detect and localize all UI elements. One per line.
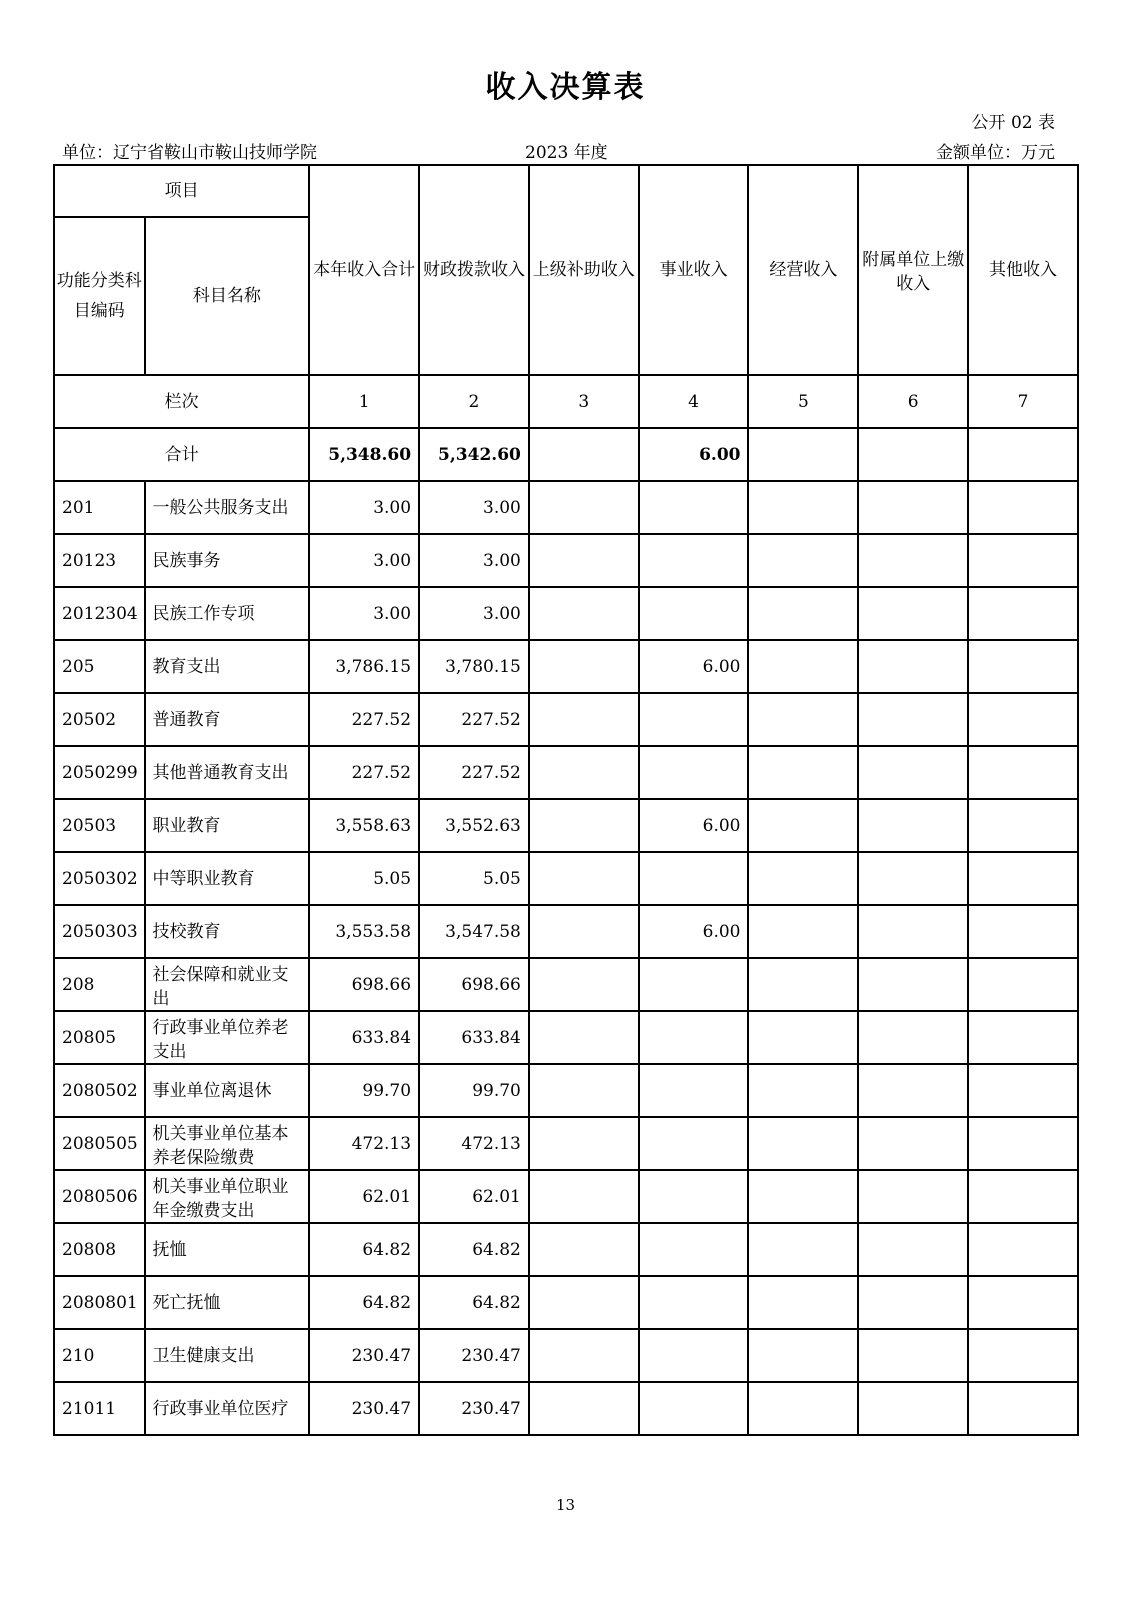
row-value [639, 1223, 749, 1276]
row-value [858, 693, 968, 746]
fiscal-year: 2023 年度 [525, 143, 608, 163]
row-code: 2050302 [54, 852, 145, 905]
row-value [639, 1329, 749, 1382]
header-col-3: 上级补助收入 [529, 165, 639, 375]
row-value: 3.00 [419, 534, 529, 587]
row-code: 2080506 [54, 1170, 145, 1223]
row-name: 教育支出 [145, 640, 310, 693]
row-value [858, 905, 968, 958]
row-name: 职业教育 [145, 799, 310, 852]
row-value [639, 481, 749, 534]
row-value [968, 1170, 1078, 1223]
row-value [748, 534, 858, 587]
row-value [639, 1170, 749, 1223]
row-value [968, 1064, 1078, 1117]
table-row [54, 905, 1078, 958]
row-value [858, 1117, 968, 1170]
row-value: 99.70 [419, 1064, 529, 1117]
row-value [639, 1011, 749, 1064]
row-name: 普通教育 [145, 693, 310, 746]
row-value [748, 1117, 858, 1170]
total-value [968, 428, 1078, 481]
row-value [968, 534, 1078, 587]
row-value: 633.84 [309, 1011, 419, 1064]
row-value [529, 1382, 639, 1435]
row-value [639, 534, 749, 587]
row-value [639, 693, 749, 746]
row-value: 3,552.63 [419, 799, 529, 852]
row-value [858, 1276, 968, 1329]
row-value [748, 1223, 858, 1276]
row-value: 3,786.15 [309, 640, 419, 693]
row-value [968, 905, 1078, 958]
column-index-label: 栏次 [54, 375, 309, 428]
total-value: 5,348.60 [309, 428, 419, 481]
row-value: 64.82 [419, 1223, 529, 1276]
table-row [54, 587, 1078, 640]
row-value [748, 852, 858, 905]
row-name: 死亡抚恤 [145, 1276, 310, 1329]
row-value [748, 640, 858, 693]
row-value [748, 746, 858, 799]
row-value: 3,780.15 [419, 640, 529, 693]
row-code: 20808 [54, 1223, 145, 1276]
table-row [54, 640, 1078, 693]
row-value [639, 958, 749, 1011]
table-row [54, 1170, 1078, 1223]
row-value [529, 481, 639, 534]
row-value [529, 958, 639, 1011]
column-index: 1 [309, 375, 419, 428]
table-row [54, 1117, 1078, 1170]
table-row [54, 1276, 1078, 1329]
row-value [968, 587, 1078, 640]
row-value [529, 693, 639, 746]
money-unit: 金额单位：万元 [936, 143, 1055, 163]
row-value: 633.84 [419, 1011, 529, 1064]
row-value: 698.66 [309, 958, 419, 1011]
row-name: 行政事业单位医疗 [145, 1382, 310, 1435]
row-value [968, 958, 1078, 1011]
row-value [748, 799, 858, 852]
row-value [529, 905, 639, 958]
table-row [54, 1011, 1078, 1064]
table-row [54, 1223, 1078, 1276]
total-row [54, 428, 1078, 481]
row-value: 472.13 [419, 1117, 529, 1170]
total-value: 6.00 [639, 428, 749, 481]
total-value [858, 428, 968, 481]
row-value [858, 1329, 968, 1382]
row-value [968, 1382, 1078, 1435]
table-row [54, 1329, 1078, 1382]
column-index: 5 [748, 375, 858, 428]
row-value [858, 1064, 968, 1117]
row-name: 一般公共服务支出 [145, 481, 310, 534]
row-value: 3.00 [419, 481, 529, 534]
row-value: 230.47 [309, 1329, 419, 1382]
table-row [54, 958, 1078, 1011]
row-code: 2050303 [54, 905, 145, 958]
row-value [748, 1011, 858, 1064]
row-name: 抚恤 [145, 1223, 310, 1276]
column-index: 4 [639, 375, 749, 428]
row-value [968, 1117, 1078, 1170]
row-value: 3.00 [419, 587, 529, 640]
header-col-4: 事业收入 [639, 165, 749, 375]
table-row [54, 1382, 1078, 1435]
column-index: 2 [419, 375, 529, 428]
row-value [968, 1329, 1078, 1382]
column-index: 3 [529, 375, 639, 428]
row-value [748, 958, 858, 1011]
row-code: 2080801 [54, 1276, 145, 1329]
row-value: 3,547.58 [419, 905, 529, 958]
row-value [529, 534, 639, 587]
header-code: 功能分类科目编码 [54, 217, 145, 375]
header-col-1: 本年收入合计 [309, 165, 419, 375]
row-code: 20805 [54, 1011, 145, 1064]
header-col-7: 其他收入 [968, 165, 1078, 375]
row-value: 3.00 [309, 481, 419, 534]
row-value [858, 1170, 968, 1223]
row-name: 民族工作专项 [145, 587, 310, 640]
row-value [748, 693, 858, 746]
row-value: 227.52 [419, 693, 529, 746]
row-value [858, 746, 968, 799]
header-col-5: 经营收入 [748, 165, 858, 375]
row-value [748, 905, 858, 958]
table-row [54, 746, 1078, 799]
row-value: 227.52 [309, 746, 419, 799]
row-value: 230.47 [419, 1329, 529, 1382]
row-code: 208 [54, 958, 145, 1011]
row-code: 20502 [54, 693, 145, 746]
row-value: 62.01 [419, 1170, 529, 1223]
row-value [968, 1011, 1078, 1064]
row-code: 2012304 [54, 587, 145, 640]
row-value [529, 587, 639, 640]
row-value [858, 640, 968, 693]
row-value: 6.00 [639, 640, 749, 693]
row-value: 3,553.58 [309, 905, 419, 958]
row-value [529, 1329, 639, 1382]
row-value [858, 799, 968, 852]
row-value [529, 746, 639, 799]
row-name: 卫生健康支出 [145, 1329, 310, 1382]
page-title: 收入决算表 [485, 70, 646, 105]
row-value: 64.82 [309, 1223, 419, 1276]
row-value [858, 534, 968, 587]
row-value [748, 1329, 858, 1382]
row-value: 62.01 [309, 1170, 419, 1223]
row-value [968, 481, 1078, 534]
form-number: 公开 02 表 [971, 113, 1055, 133]
row-value [968, 1223, 1078, 1276]
income-settlement-table [53, 164, 1079, 1436]
row-value [529, 640, 639, 693]
row-code: 2080502 [54, 1064, 145, 1117]
row-code: 2080505 [54, 1117, 145, 1170]
row-value [639, 587, 749, 640]
column-index-row [54, 375, 1078, 428]
row-name: 机关事业单位基本养老保险缴费 [145, 1117, 310, 1170]
row-name: 事业单位离退休 [145, 1064, 310, 1117]
row-code: 210 [54, 1329, 145, 1382]
row-value [858, 852, 968, 905]
row-value: 99.70 [309, 1064, 419, 1117]
row-value [968, 799, 1078, 852]
row-name: 行政事业单位养老支出 [145, 1011, 310, 1064]
row-value [858, 481, 968, 534]
row-name: 机关事业单位职业年金缴费支出 [145, 1170, 310, 1223]
row-value [748, 481, 858, 534]
table-row [54, 481, 1078, 534]
row-value [748, 1382, 858, 1435]
row-value [639, 852, 749, 905]
row-value [748, 1064, 858, 1117]
row-value [968, 746, 1078, 799]
row-value [639, 1382, 749, 1435]
header-project: 项目 [54, 165, 309, 217]
header-col-6: 附属单位上缴收入 [858, 165, 968, 375]
row-value: 3.00 [309, 534, 419, 587]
row-value: 3.00 [309, 587, 419, 640]
row-value [639, 1276, 749, 1329]
row-value [529, 1170, 639, 1223]
row-value: 227.52 [419, 746, 529, 799]
row-value: 698.66 [419, 958, 529, 1011]
row-code: 21011 [54, 1382, 145, 1435]
row-code: 20503 [54, 799, 145, 852]
column-index: 7 [968, 375, 1078, 428]
row-value: 5.05 [309, 852, 419, 905]
reporting-unit: 单位：辽宁省鞍山市鞍山技师学院 [62, 143, 317, 163]
column-index: 6 [858, 375, 968, 428]
row-value [529, 1276, 639, 1329]
header-name: 科目名称 [145, 217, 310, 375]
row-value: 227.52 [309, 693, 419, 746]
row-value [529, 852, 639, 905]
row-name: 民族事务 [145, 534, 310, 587]
row-value [858, 1223, 968, 1276]
row-code: 205 [54, 640, 145, 693]
row-name: 社会保障和就业支出 [145, 958, 310, 1011]
table-row [54, 534, 1078, 587]
row-value: 6.00 [639, 799, 749, 852]
row-value [748, 587, 858, 640]
row-value [529, 1117, 639, 1170]
row-value [858, 958, 968, 1011]
row-code: 201 [54, 481, 145, 534]
row-value: 64.82 [419, 1276, 529, 1329]
table-row [54, 693, 1078, 746]
total-label: 合计 [54, 428, 309, 481]
page-number: 13 [555, 1496, 576, 1514]
row-name: 其他普通教育支出 [145, 746, 310, 799]
row-value: 230.47 [309, 1382, 419, 1435]
total-value [529, 428, 639, 481]
row-value: 472.13 [309, 1117, 419, 1170]
row-name: 中等职业教育 [145, 852, 310, 905]
row-name: 技校教育 [145, 905, 310, 958]
row-value [968, 852, 1078, 905]
table-row [54, 852, 1078, 905]
total-value [748, 428, 858, 481]
row-code: 20123 [54, 534, 145, 587]
table-row [54, 1064, 1078, 1117]
row-value [529, 799, 639, 852]
row-value [639, 1117, 749, 1170]
row-value [529, 1011, 639, 1064]
row-value [858, 1011, 968, 1064]
total-value: 5,342.60 [419, 428, 529, 481]
table-row [54, 799, 1078, 852]
row-value [748, 1170, 858, 1223]
row-value: 230.47 [419, 1382, 529, 1435]
row-value: 3,558.63 [309, 799, 419, 852]
row-value: 5.05 [419, 852, 529, 905]
row-value [529, 1223, 639, 1276]
row-value [748, 1276, 858, 1329]
row-value: 6.00 [639, 905, 749, 958]
row-value [858, 1382, 968, 1435]
row-value [968, 693, 1078, 746]
row-value [858, 587, 968, 640]
row-value [968, 640, 1078, 693]
header-col-2: 财政拨款收入 [419, 165, 529, 375]
row-value [529, 1064, 639, 1117]
row-value [639, 1064, 749, 1117]
row-value [639, 746, 749, 799]
row-value: 64.82 [309, 1276, 419, 1329]
row-value [968, 1276, 1078, 1329]
row-code: 2050299 [54, 746, 145, 799]
